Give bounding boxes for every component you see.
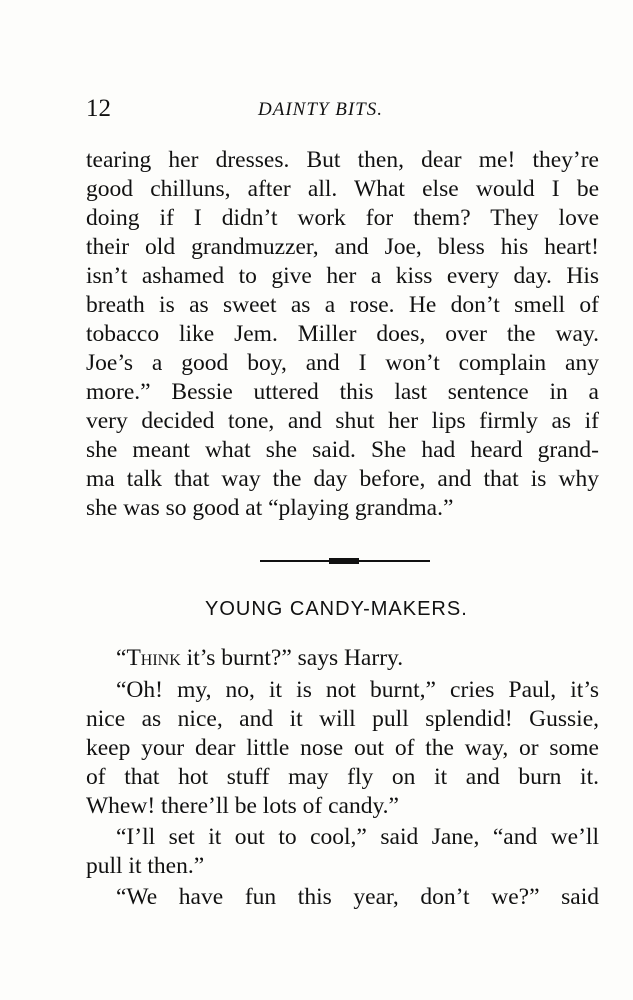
body-line: isn’t ashamed to give her a kiss every day. His [86,263,599,289]
page-number: 12 [86,95,111,122]
section-heading: YOUNG CANDY-MAKERS. [205,598,468,620]
body-line: very decided tone, and shut her lips firmly as if [86,408,599,434]
body-line: their old grandmuzzer, and Joe, bless his heart! [86,234,599,260]
body-line: Joe’s a good boy, and I won’t complain any [86,350,599,376]
body-line: breath is as sweet as a rose. He don’t smell of [86,292,599,318]
body-line: she was so good at “playing grandma.” [86,495,454,521]
body-line: doing if I didn’t work for them? They love [86,205,599,231]
dialogue-line: “We have fun this year, don’t we?” said [116,884,599,910]
body-line: she meant what she said. She had heard grand- [86,437,599,463]
dialogue-line: nice as nice, and it will pull splendid! Gussie, [86,706,599,732]
dialogue-line [116,643,403,673]
first-line-rest: it’s burnt?” says Harry. [180,645,404,671]
dialogue-line: “I’ll set it out to cool,” said Jane, “and we’ll [116,824,599,850]
running-title: DAINTY BITS. [258,99,383,120]
dialogue-line: keep your dear little nose out of the way, or some [86,735,599,761]
dialogue-line: “Oh! my, no, it is not burnt,” cries Paul, it’s [116,677,599,703]
dialogue-line: Whew! there’ll be lots of candy.” [86,793,399,819]
dialogue-line: pull it then.” [86,853,205,879]
body-line: ma talk that way the day before, and that is why [86,466,599,492]
open-quote: “ [116,645,127,671]
section-divider-ornament [329,558,359,564]
body-line: tearing her dresses. But then, dear me! they’re [86,147,599,173]
body-line: more.” Bessie uttered this last sentence in a [86,379,599,405]
body-line: good chilluns, after all. What else would I be [86,176,599,202]
first-word-smallcaps: Think [126,645,181,671]
body-line: tobacco like Jem. Miller does, over the way. [86,321,599,347]
dialogue-line: of that hot stuff may fly on it and burn it. [86,764,599,790]
